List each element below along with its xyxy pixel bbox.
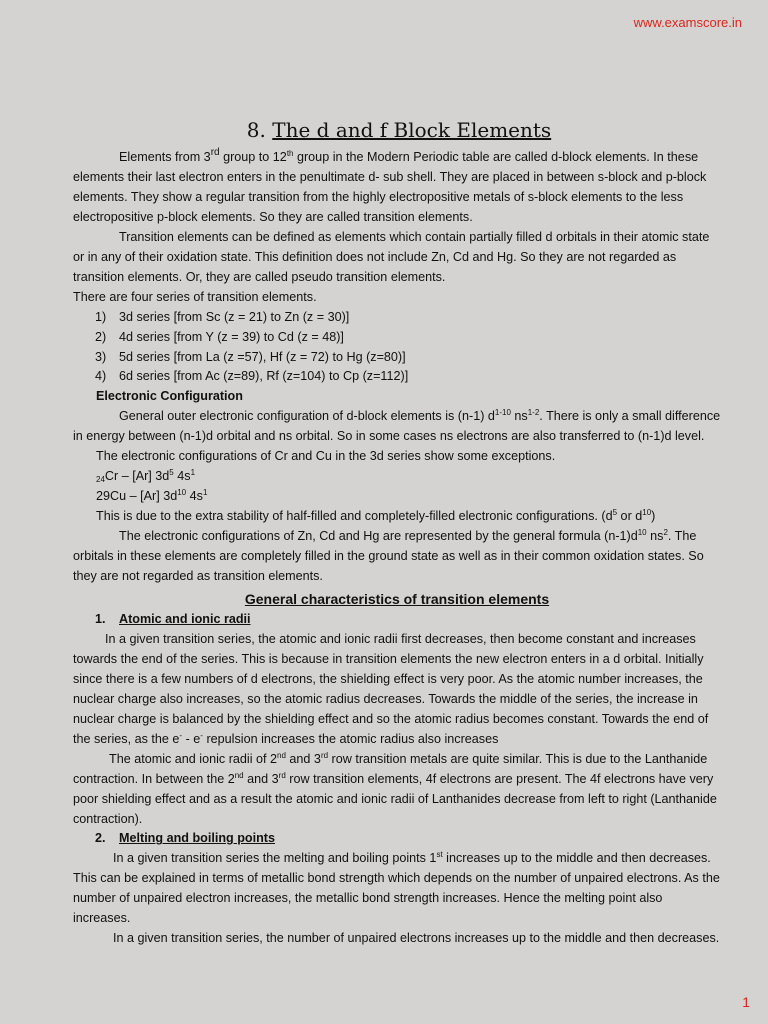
document-body <box>73 148 721 949</box>
section-heading-configuration: Electronic Configuration <box>96 389 243 404</box>
intro-paragraph-1: Elements from 3rd group to 12th group in the Modern Periodic table are called d-block elements. In these elements their last electron enters in the penultimate d- sub shell. They are placed in between s-block and p-block elements. They show a regular transition from the highly electropositive metals of s-block elements to the less electropositive p-block elements. So they are called transition elements. <box>73 147 707 224</box>
melting-paragraph-2: In a given transition series, the number of unpaired electrons increases up to the middle and then decreases. <box>113 931 720 946</box>
config-paragraph-4: The electronic configurations of Zn, Cd and Hg are represented by the general formula $(n-1)d^{10}$ $ns^2$. The orbitals in these elements are completely filled in the ground state as well as in their common oxidation states. So they are not regarded as transition elements. <box>73 528 704 584</box>
melting-paragraph-1: In a given transition series the melting and boiling points 1st increases up to the middle and then decreases. This can be explained in terms of metallic bond strength which depends on the number of unpaired electrons. As the number of unpaired electron increases, the metallic bond strength increases. Hence the melting point also increases. <box>73 850 720 926</box>
radii-paragraph-1: In a given transition series, the atomic and ionic radii first decreases, then become constant and increases towards the end of the series. This is because in transition elements the new electron enters in a d orbital. Initially since there is a few numbers of d electrons, the shielding effect is very poor. As the atomic number increases, the nuclear charge also increases, so the atomic radius decreases. Towards the middle of the series, the increase in nuclear charge is balanced by the shielding effect and so the atomic radius becomes constant. Towards the end of the series, as the e- - e- repulsion increases the atomic radius also increases <box>73 631 709 746</box>
cr-configuration: $_{24}$Cr – [Ar] $3d^5$ $4s^1$ <box>96 468 196 485</box>
series-item: 3) 5d series [from La (z =57), Hf (z = 72) to Hg (z=80)] <box>95 349 406 364</box>
page-title: 8. The d and f Block Elements <box>246 118 552 142</box>
section-heading-general: General characteristics of transition elements <box>244 590 550 607</box>
radii-paragraph-2: The atomic and ionic radii of 2nd and 3rd row transition metals are quite similar. This is due to the Lanthanide contraction. In between the 2nd and 3rd row transition elements, 4f electrons are present. The 4f electrons have very poor shielding effect and as a result the atomic and ionic radii of Lanthanides decrease from left to right (Lanthanide contraction). <box>73 750 717 826</box>
config-paragraph-2: The electronic configurations of Cr and Cu in the 3d series show some exceptions. <box>96 449 556 464</box>
cu-configuration: 29Cu – [Ar] $3d^{10}$ $4s^1$ <box>96 488 208 504</box>
series-item: 1) 3d series [from Sc (z = 21) to Zn (z = 30)] <box>95 309 350 324</box>
subsection-heading-melting: 2. Melting and boiling points <box>95 831 276 846</box>
page-number: 1 <box>742 994 750 1010</box>
config-paragraph-1: General outer electronic configuration of d-block elements is (n-1) $d^{1-10}$ $ns^{1-2}$. There is only a small difference in energy between (n-1)d orbital and ns orbital. So in some cases ns electrons are also transferred to (n-1)d level. <box>73 408 721 444</box>
subsection-heading-radii: 1. Atomic and ionic radii <box>95 611 251 626</box>
site-url: www.examscore.in <box>633 15 742 30</box>
series-item: 4) 6d series [from Ac (z=89), Rf (z=104) to Cp (z=112)] <box>95 369 409 384</box>
intro-paragraph-2: Transition elements can be defined as elements which contain partially filled d orbitals in their atomic state or in any of their oxidation state. This definition does not include Zn, Cd and Hg. So they are not regarded as transition elements. Or, they are called pseudo transition elements. <box>73 229 710 284</box>
intro-paragraph-3: There are four series of transition elements. <box>73 289 317 304</box>
series-item: 2) 4d series [from Y (z = 39) to Cd (z = 48)] <box>95 329 344 344</box>
config-paragraph-3: This is due to the extra stability of half-filled and completely-filled electronic configurations. ($d^5$ or $d^{10}$) <box>96 508 656 524</box>
